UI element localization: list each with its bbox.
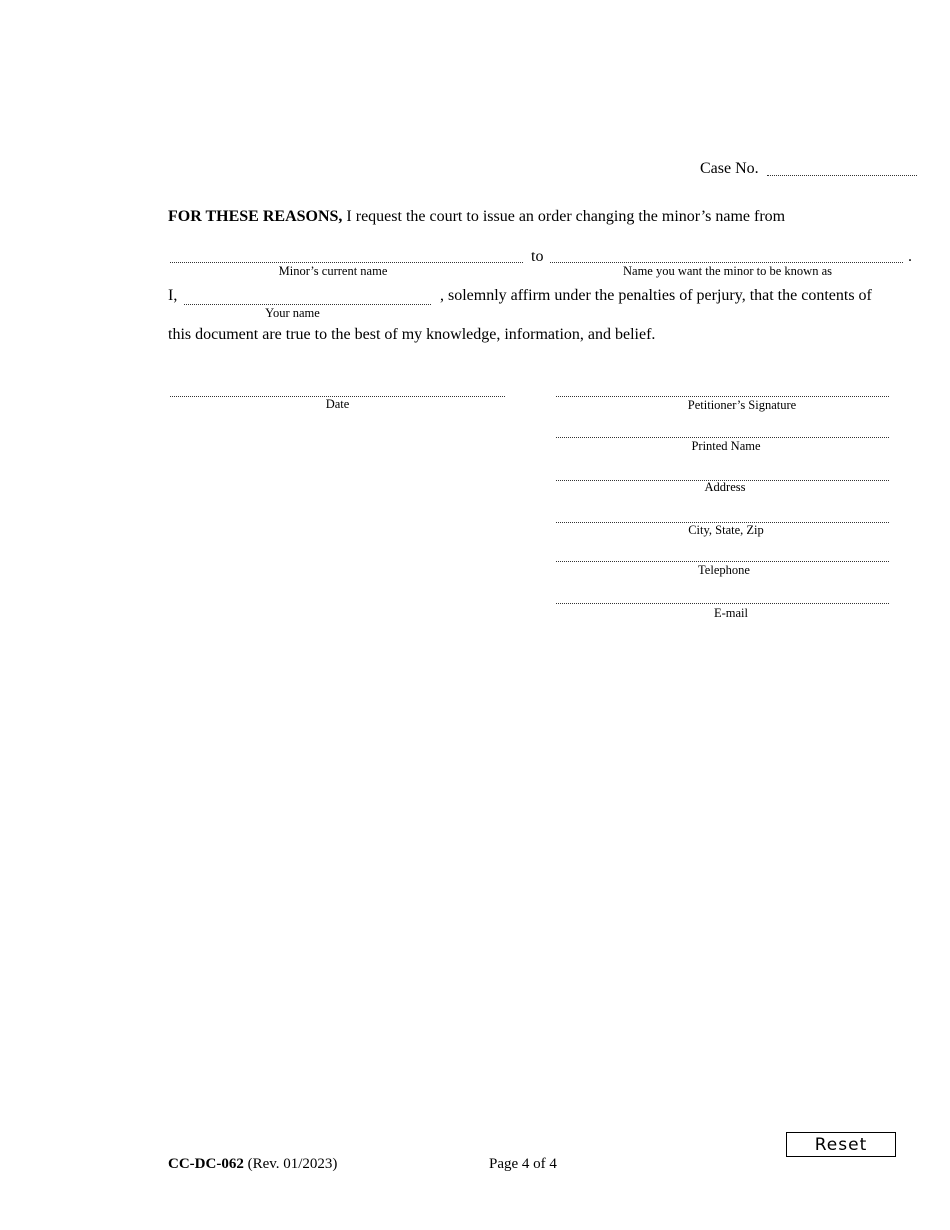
- your-name-field[interactable]: [184, 304, 431, 305]
- email-field[interactable]: [556, 603, 889, 604]
- minor-new-name-field[interactable]: [550, 262, 903, 263]
- to-word: to: [531, 248, 544, 265]
- date-caption: Date: [325, 397, 350, 411]
- minor-new-name-caption: Name you want the minor to be known as: [623, 264, 832, 278]
- affirm-prefix: I,: [168, 287, 178, 304]
- reset-button[interactable]: Reset: [786, 1132, 896, 1157]
- your-name-caption: Your name: [265, 306, 320, 320]
- telephone-field[interactable]: [556, 561, 889, 562]
- email-caption: E-mail: [713, 606, 748, 620]
- affirm-suffix: , solemnly affirm under the penalties of perjury, that the contents of: [440, 287, 872, 304]
- line-period: .: [908, 248, 912, 265]
- page-number: Page 4 of 4: [489, 1156, 557, 1172]
- address-caption: Address: [704, 480, 746, 494]
- city-state-zip-caption: City, State, Zip: [688, 523, 764, 537]
- minor-current-name-field[interactable]: [170, 262, 523, 263]
- printed-name-caption: Printed Name: [691, 439, 761, 453]
- petitioner-signature-caption: Petitioner’s Signature: [687, 398, 797, 412]
- affirm-line-2: this document are true to the best of my knowledge, information, and belief.: [168, 326, 656, 343]
- petitioner-signature-field[interactable]: [556, 396, 889, 397]
- printed-name-field[interactable]: [556, 437, 889, 438]
- reasons-lead-text: I request the court to issue an order changing the minor’s name from: [342, 208, 786, 225]
- form-code-id: CC-DC-062: [168, 1156, 244, 1172]
- form-code: [168, 1155, 337, 1173]
- telephone-caption: Telephone: [698, 563, 750, 577]
- reasons-paragraph: [168, 208, 785, 226]
- form-revision: (Rev. 01/2023): [243, 1156, 338, 1172]
- case-no-field[interactable]: [767, 175, 917, 176]
- case-no-label: Case No.: [700, 160, 759, 177]
- reasons-lead-bold: FOR THESE REASONS,: [168, 208, 343, 225]
- minor-current-name-caption: Minor’s current name: [278, 264, 388, 278]
